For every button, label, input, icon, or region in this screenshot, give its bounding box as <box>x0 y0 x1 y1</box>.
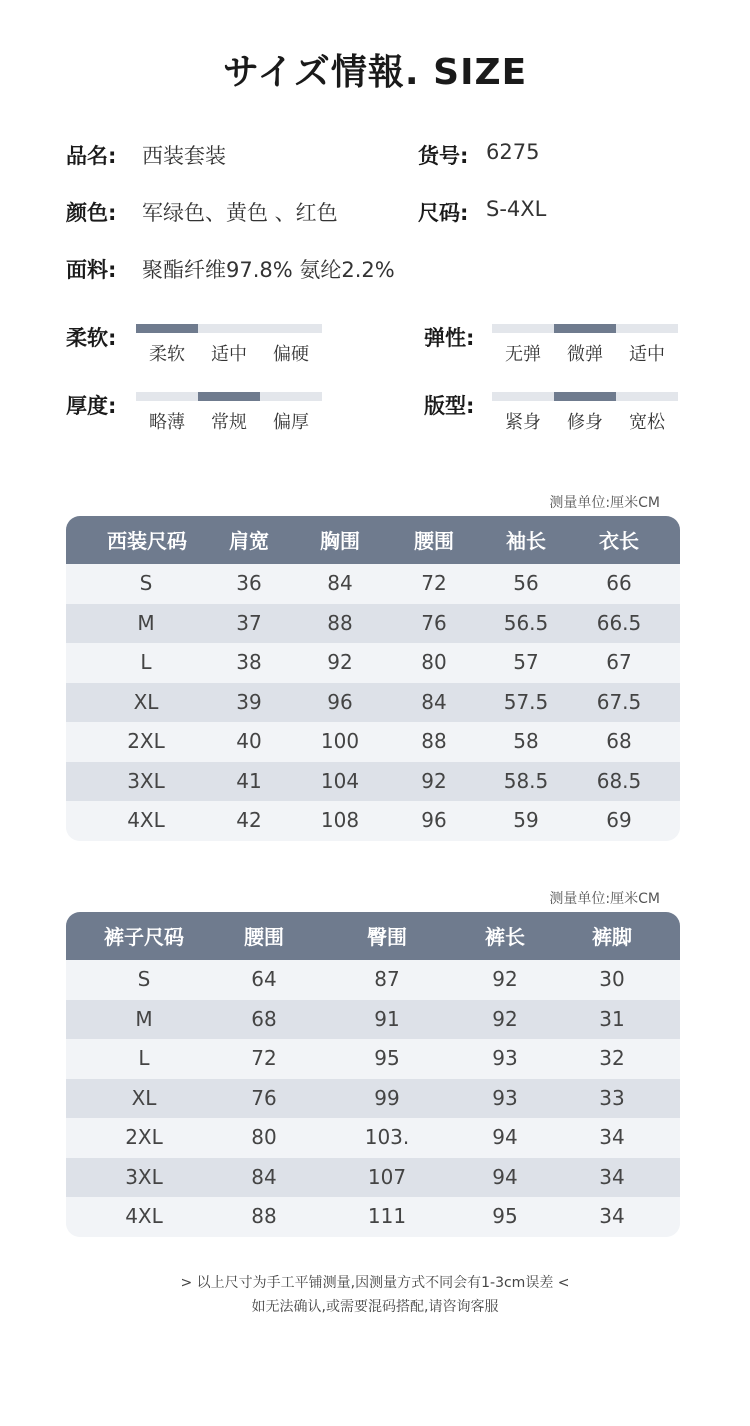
table-cell: 4XL <box>127 808 165 832</box>
table-cell: 34 <box>599 1204 625 1228</box>
attribute-option: 适中 <box>211 344 247 365</box>
table-header-cell: 臀围 <box>367 925 407 949</box>
table-cell: 36 <box>236 571 262 595</box>
table-cell: 111 <box>367 1204 407 1228</box>
table-cell: 84 <box>421 689 447 714</box>
table-cell: S <box>139 571 153 595</box>
table-cell: 33 <box>599 1085 625 1110</box>
table-cell: 40 <box>236 729 262 753</box>
attribute-option: 修身 <box>567 412 603 433</box>
table-cell: 37 <box>236 610 262 635</box>
table-row <box>66 801 680 841</box>
attribute-scale-bar <box>492 392 678 433</box>
table-cell: XL <box>131 1085 157 1110</box>
table-cell: 72 <box>251 1046 277 1070</box>
table-row <box>66 960 680 1000</box>
table-cell: 107 <box>367 1164 407 1189</box>
table-cell: 66.5 <box>596 610 642 635</box>
table-cell: 93 <box>492 1046 518 1070</box>
table-cell: 104 <box>320 768 360 793</box>
attribute-fit <box>424 390 750 450</box>
table-cell: 2XL <box>127 729 165 753</box>
table-cell: 3XL <box>125 1164 163 1189</box>
suit-measure-unit: 测量单位:厘米CM <box>549 495 660 511</box>
table-row <box>66 1118 680 1158</box>
table-cell: 64 <box>251 967 277 991</box>
attribute-elasticity <box>424 322 750 382</box>
attribute-scale-bar <box>136 324 322 365</box>
table-cell: 59 <box>513 808 539 832</box>
attribute-label: 柔软: <box>66 326 117 350</box>
table-cell: 84 <box>251 1164 277 1189</box>
table-cell: L <box>140 650 152 674</box>
table-cell: 84 <box>327 571 353 595</box>
attribute-thickness <box>66 390 396 450</box>
table-cell: 42 <box>236 808 262 832</box>
table-row <box>66 1039 680 1079</box>
product-code-value: 6275 <box>486 140 540 164</box>
attribute-scale-bar <box>492 324 678 365</box>
table-row <box>66 564 680 604</box>
table-body <box>66 960 680 1237</box>
product-size-row <box>418 197 547 227</box>
table-cell: 95 <box>374 1046 400 1070</box>
product-color-row <box>66 197 338 227</box>
table-cell: 67 <box>606 650 632 674</box>
product-size-label: 尺码: <box>418 201 469 225</box>
attribute-selected-segment <box>554 392 616 401</box>
table-header-cell: 腰围 <box>244 925 284 949</box>
table-header <box>66 912 680 960</box>
table-cell: S <box>137 967 151 991</box>
table-cell: 96 <box>421 808 447 832</box>
table-row <box>66 1197 680 1237</box>
table-cell: 76 <box>421 610 447 635</box>
table-cell: 100 <box>320 729 360 753</box>
attribute-selected-segment <box>136 324 198 333</box>
table-cell: 32 <box>599 1046 625 1070</box>
table-cell: 4XL <box>125 1204 163 1228</box>
attribute-option: 偏硬 <box>273 344 309 365</box>
table-cell: XL <box>133 689 159 714</box>
table-cell: 94 <box>492 1164 518 1189</box>
table-row <box>66 762 680 802</box>
product-name-value: 西装套装 <box>142 144 226 168</box>
table-cell: 103. <box>364 1125 410 1149</box>
table-header-cell: 衣长 <box>599 529 639 553</box>
attribute-selected-segment <box>554 324 616 333</box>
attribute-option: 略薄 <box>149 412 185 433</box>
attribute-selected-segment <box>198 392 260 401</box>
table-cell: 56 <box>513 571 539 595</box>
attribute-option: 无弹 <box>505 344 541 365</box>
table-cell: 3XL <box>127 768 165 793</box>
table-row <box>66 683 680 723</box>
page-title: サイズ情報. SIZE <box>222 52 528 93</box>
table-cell: 58 <box>513 729 539 753</box>
table-cell: 92 <box>492 1006 518 1031</box>
attribute-label: 版型: <box>424 394 475 418</box>
table-header <box>66 516 680 564</box>
table-header-cell: 裤脚 <box>592 925 632 949</box>
table-cell: 31 <box>599 1006 625 1031</box>
pants-size-table <box>66 912 680 1237</box>
table-cell: M <box>135 1006 153 1031</box>
table-cell: 2XL <box>125 1125 163 1149</box>
product-fabric-label: 面料: <box>66 258 117 282</box>
table-header-cell: 肩宽 <box>229 529 269 553</box>
table-cell: 68.5 <box>596 768 642 793</box>
table-cell: 58.5 <box>503 768 549 793</box>
attribute-softness <box>66 322 396 382</box>
table-cell: 68 <box>606 729 632 753</box>
table-body <box>66 564 680 841</box>
table-cell: 38 <box>236 650 262 674</box>
table-cell: 57 <box>513 650 539 674</box>
table-cell: 72 <box>421 571 447 595</box>
table-header-cell: 裤长 <box>485 925 525 949</box>
product-name-row <box>66 140 226 170</box>
table-cell: 94 <box>492 1125 518 1149</box>
table-cell: 68 <box>251 1006 277 1031</box>
table-cell: 92 <box>492 967 518 991</box>
attribute-option: 紧身 <box>505 412 541 433</box>
table-header-cell: 袖长 <box>506 529 546 553</box>
table-cell: 93 <box>492 1085 518 1110</box>
table-cell: 88 <box>421 729 447 753</box>
contact-service-note: 如无法确认,或需要混码搭配,请咨询客服 <box>251 1299 499 1315</box>
table-cell: 30 <box>599 967 625 991</box>
attribute-label: 弹性: <box>424 326 475 350</box>
measurement-note: > 以上尺寸为手工平铺测量,因测量方式不同会有1-3cm误差 < <box>180 1275 570 1291</box>
product-code-row <box>418 140 540 170</box>
table-cell: 80 <box>421 650 447 674</box>
table-row <box>66 722 680 762</box>
table-row <box>66 1079 680 1119</box>
product-color-value: 军绿色、黄色 、红色 <box>142 201 338 225</box>
table-cell: 80 <box>251 1125 277 1149</box>
table-cell: 34 <box>599 1125 625 1149</box>
attribute-scale-bar <box>136 392 322 433</box>
table-cell: 39 <box>236 689 262 714</box>
table-cell: 88 <box>327 610 353 635</box>
table-cell: 56.5 <box>503 610 549 635</box>
attribute-option: 偏厚 <box>273 412 309 433</box>
table-cell: 88 <box>251 1204 277 1228</box>
table-row <box>66 643 680 683</box>
attribute-option: 常规 <box>211 412 247 433</box>
product-code-label: 货号: <box>418 144 469 168</box>
attribute-option: 适中 <box>629 344 665 365</box>
table-cell: 92 <box>421 768 447 793</box>
table-row <box>66 1000 680 1040</box>
table-row <box>66 604 680 644</box>
table-cell: 57.5 <box>503 689 549 714</box>
attribute-option: 柔软 <box>149 344 185 365</box>
table-cell: 91 <box>374 1006 400 1031</box>
product-size-value: S-4XL <box>486 197 547 221</box>
attribute-label: 厚度: <box>66 394 117 418</box>
table-cell: 34 <box>599 1164 625 1189</box>
table-cell: M <box>137 610 155 635</box>
table-cell: 69 <box>606 808 632 832</box>
table-row <box>66 1158 680 1198</box>
product-fabric-row <box>66 254 395 284</box>
table-header-cell: 胸围 <box>320 529 360 553</box>
table-cell: 87 <box>374 967 400 991</box>
table-cell: 66 <box>606 571 632 595</box>
table-cell: 99 <box>374 1085 400 1110</box>
product-name-label: 品名: <box>66 144 117 168</box>
table-cell: 67.5 <box>596 689 642 714</box>
table-header-cell: 西装尺码 <box>107 529 187 553</box>
attribute-option: 微弹 <box>567 344 603 365</box>
suit-size-table <box>66 516 680 841</box>
table-cell: 96 <box>327 689 353 714</box>
table-header-cell: 腰围 <box>414 529 454 553</box>
table-cell: 95 <box>492 1204 518 1228</box>
table-cell: 92 <box>327 650 353 674</box>
product-fabric-value: 聚酯纤维97.8% 氨纶2.2% <box>142 258 395 282</box>
table-cell: 108 <box>320 808 360 832</box>
product-color-label: 颜色: <box>66 201 117 225</box>
table-cell: L <box>138 1046 150 1070</box>
attribute-option: 宽松 <box>629 412 665 433</box>
table-header-cell: 裤子尺码 <box>104 925 184 949</box>
pants-measure-unit: 测量单位:厘米CM <box>549 891 660 907</box>
table-cell: 41 <box>236 768 262 793</box>
table-cell: 76 <box>251 1085 277 1110</box>
